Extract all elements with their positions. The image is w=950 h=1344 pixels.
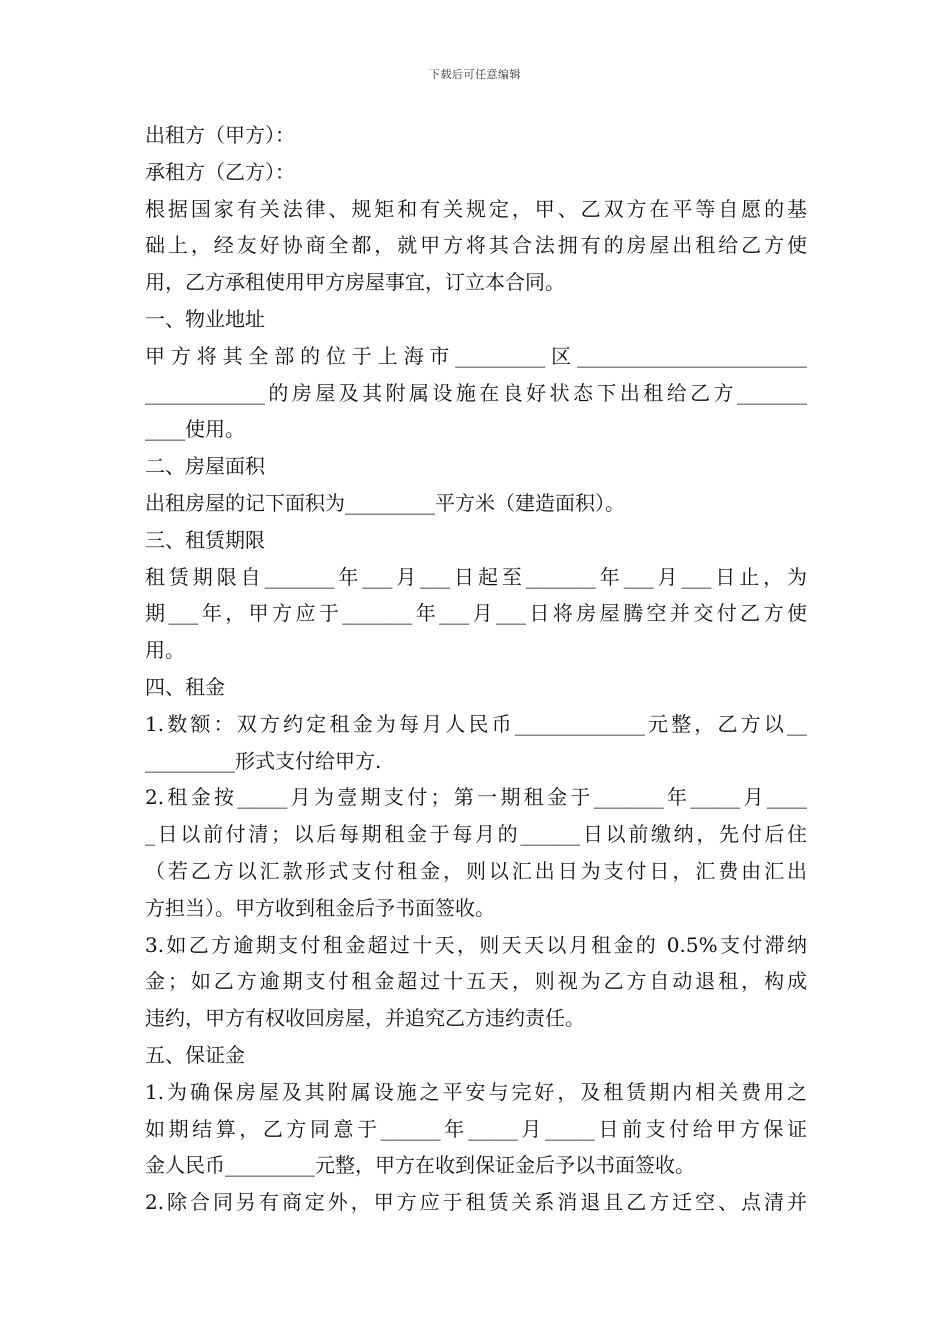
- section-heading: 一、物业地址: [145, 306, 265, 331]
- section-heading: 四、租金: [145, 674, 225, 699]
- text-line: 违约，甲方有权收回房屋，并追究乙方违约责任。: [145, 1006, 585, 1031]
- text-line: 出租方（甲方）：: [145, 123, 295, 147]
- text-line: ____________的房屋及其附属设施在良好状态下出租给乙方_______: [145, 380, 807, 405]
- text-line: 2.租金按_____月为壹期支付；第一期租金于_______年_____月____: [145, 785, 807, 810]
- section-heading: 五、保证金: [145, 1042, 245, 1067]
- text-line: 2.除合同另有商定外，甲方应于租赁关系消退且乙方迁空、点清并: [145, 1190, 807, 1215]
- text-line: 如期结算，乙方同意于______年_____月_____日前支付给甲方保证: [145, 1116, 807, 1141]
- text-line: 出租房屋的记下面积为_________平方米（建造面积）。: [145, 490, 625, 515]
- text-line: _日以前付清；以后每期租金于每月的______日以前缴纳，先付后住: [145, 822, 807, 847]
- text-line: 用，乙方承租使用甲方房屋事宜，订立本合同。: [145, 270, 565, 295]
- text-line: 承租方（乙方）：: [145, 159, 295, 184]
- text-line: 1.数额：双方约定租金为每月人民币_____________元整，乙方以__: [145, 711, 807, 736]
- text-line: 根据国家有关法律、规矩和有关规定，甲、乙双方在平等自愿的基: [145, 196, 807, 221]
- text-line: 甲方将其全部的位于上海市_________区_______________________: [145, 343, 807, 368]
- text-line: 期___年，甲方应于_______年___月___日将房屋腾空并交付乙方使: [145, 601, 807, 626]
- text-line: _________形式支付给甲方.: [145, 748, 382, 773]
- text-line: ____使用。: [145, 417, 245, 442]
- text-line: 3.如乙方逾期支付租金超过十天，则天天以月租金的 0.5%支付滞纳: [145, 932, 807, 957]
- text-line: 金人民币_________元整，甲方在收到保证金后予以书面签收。: [145, 1153, 695, 1178]
- text-line: 租赁期限自_______年___月___日起至_______年___月___日止，为: [145, 564, 807, 589]
- text-line: 础上，经友好协商全都，就甲方将其合法拥有的房屋出租给乙方使: [145, 233, 807, 258]
- text-line: 金；如乙方逾期支付租金超过十五天，则视为乙方自动退租，构成: [145, 969, 807, 994]
- page-header: 下载后可任意编辑: [429, 68, 521, 81]
- text-line: 方担当）。甲方收到租金后予书面签收。: [145, 895, 495, 920]
- text-line: 用。: [145, 638, 185, 663]
- section-heading: 二、房屋面积: [145, 454, 265, 479]
- section-heading: 三、租赁期限: [145, 527, 265, 552]
- text-line: 1.为确保房屋及其附属设施之平安与完好，及租赁期内相关费用之: [145, 1079, 807, 1104]
- contract-body: [145, 117, 807, 1221]
- text-line: （若乙方以汇款形式支付租金，则以汇出日为支付日，汇费由汇出: [145, 858, 807, 883]
